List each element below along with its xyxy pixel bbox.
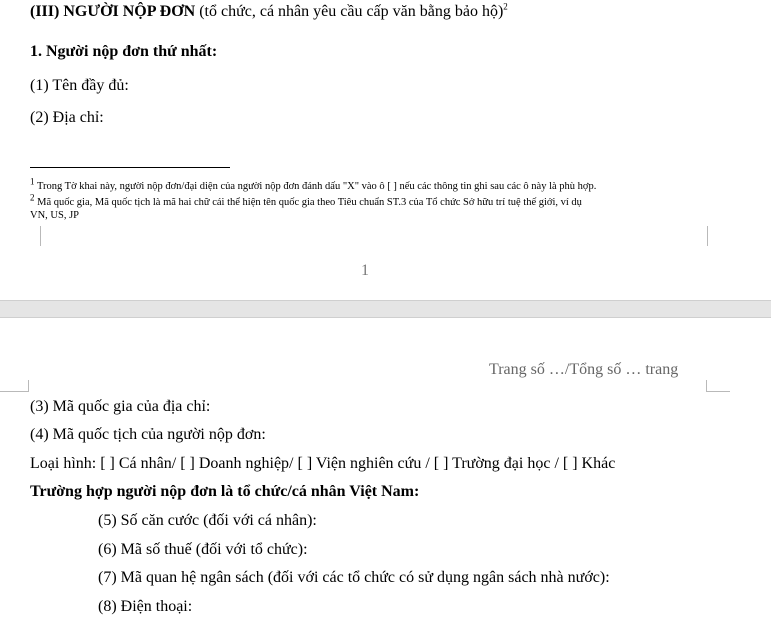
footnote-1-text: Trong Tờ khai này, người nộp đơn/đại diện của người nộp đơn đánh dấu "X" vào ô [ ] nếu các thông tin ghi sau các ô này là phù hợp. — [36, 181, 597, 192]
footnote-1 — [30, 176, 597, 193]
field-nationality-code: (4) Mã quốc tịch của người nộp đơn: — [30, 426, 266, 443]
field-tax-code: (6) Mã số thuế (đối với tổ chức): — [98, 541, 308, 558]
footnote-2-mark: 2 — [30, 192, 35, 203]
field-budget-code: (7) Mã quan hệ ngân sách (đối với các tổ chức có sử dụng ngân sách nhà nước): — [98, 569, 610, 586]
footnote-separator — [30, 167, 230, 168]
footnote-2 — [30, 192, 582, 209]
section-heading — [30, 2, 508, 22]
section-heading-title: (III) NGƯỜI NỘP ĐƠN — [30, 3, 196, 20]
vietnam-applicant-heading: Trường hợp người nộp đơn là tổ chức/cá nhân Việt Nam: — [30, 483, 420, 500]
footnote-2-text: Mã quốc gia, Mã quốc tịch là mã hai chữ cái thể hiện tên quốc gia theo Tiêu chuẩn ST.3 của Tổ chức Sở hữu trí tuệ thế giới, ví dụ — [37, 197, 582, 208]
applicant-heading: 1. Người nộp đơn thứ nhất: — [30, 43, 218, 60]
footnote-2-continued: VN, US, JP — [30, 210, 80, 221]
page-counter: Trang số …/Tổng số … trang — [489, 361, 679, 378]
field-address-country-code: (3) Mã quốc gia của địa chỉ: — [30, 398, 211, 415]
page-number: 1 — [361, 262, 369, 279]
crop-mark-top-left-h — [0, 391, 28, 392]
section-heading-subtitle: (tổ chức, cá nhân yêu cầu cấp văn bằng bảo hộ) — [199, 3, 504, 20]
field-address: (2) Địa chỉ: — [30, 109, 104, 126]
crop-mark-bottom-right — [707, 226, 708, 246]
document-page-1 — [0, 0, 771, 300]
crop-mark-bottom-left — [40, 226, 41, 246]
applicant-type-line: Loại hình: [ ] Cá nhân/ [ ] Doanh nghiệp/ [ ] Viện nghiên cứu / [ ] Trường đại học / [ ] Khác — [30, 455, 616, 472]
crop-mark-top-left-v — [28, 380, 29, 392]
footnote-1-mark: 1 — [30, 176, 35, 187]
field-id-number: (5) Số căn cước (đối với cá nhân): — [98, 512, 317, 529]
crop-mark-top-right-h — [706, 391, 730, 392]
footnote-ref-2: 2 — [503, 1, 508, 12]
field-phone: (8) Điện thoại: — [98, 598, 193, 615]
field-full-name: (1) Tên đầy đủ: — [30, 77, 129, 94]
page-break-gap — [0, 300, 771, 318]
